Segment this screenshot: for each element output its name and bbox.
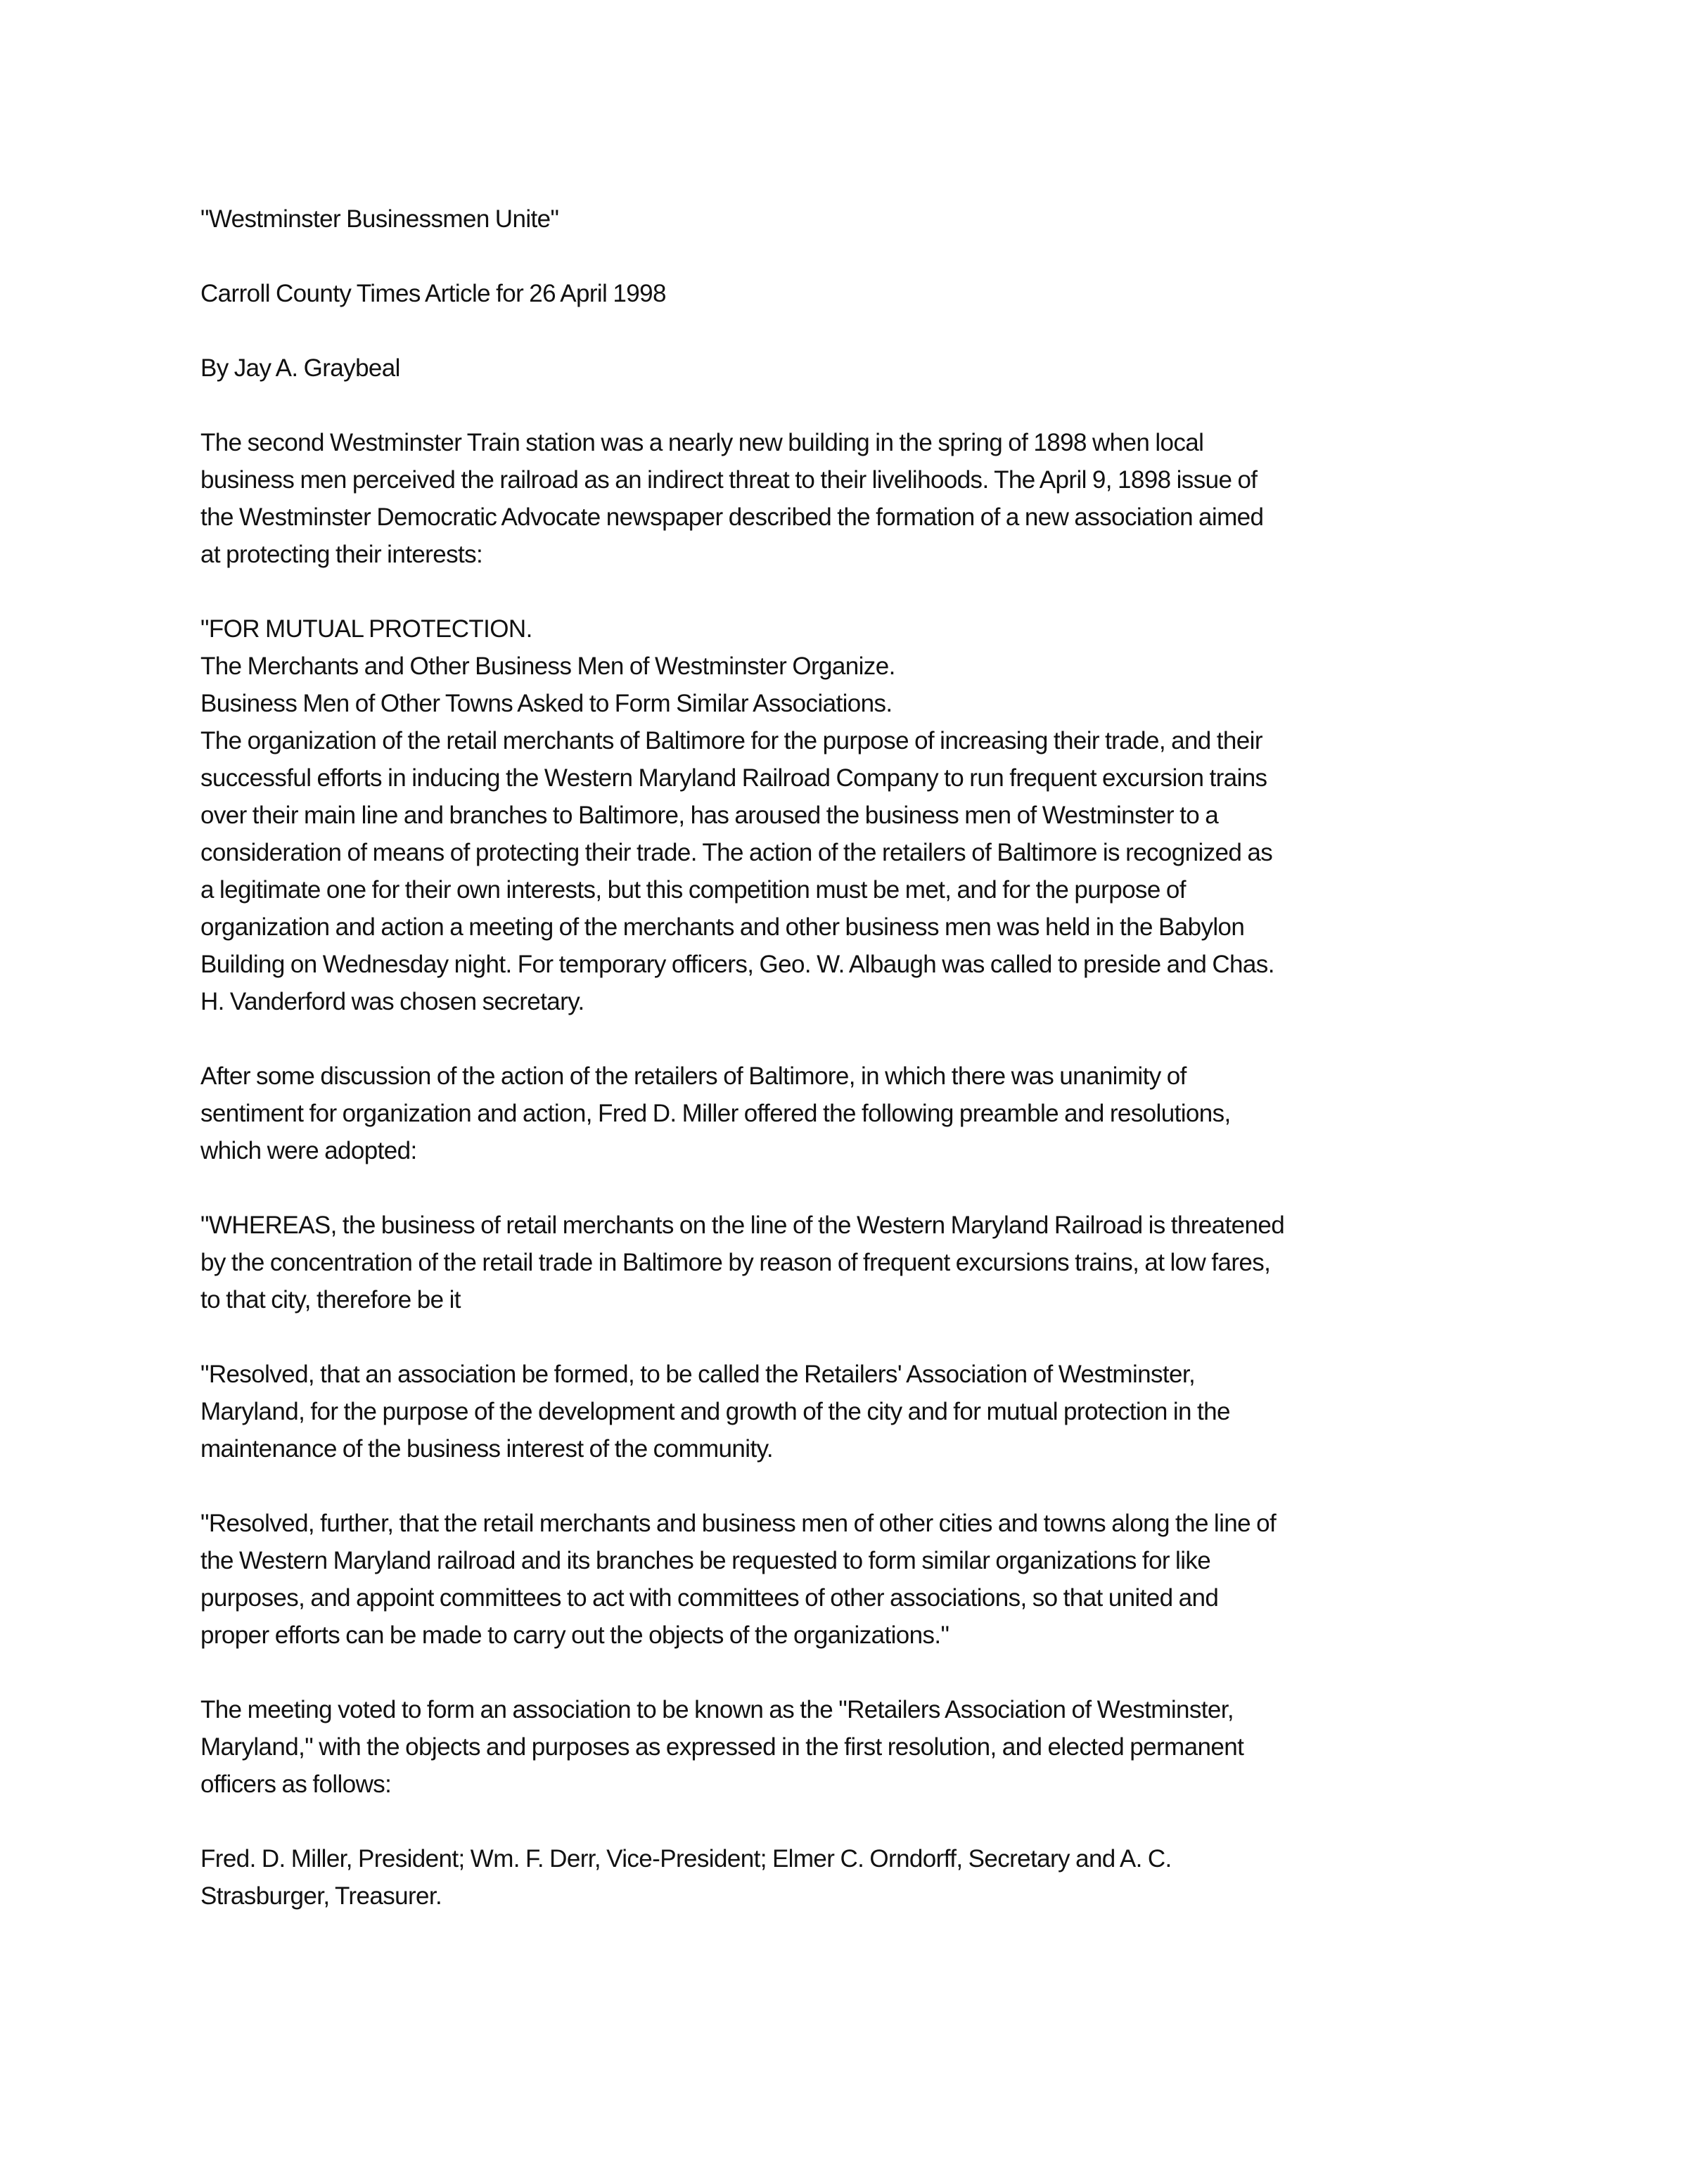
paragraph-line: H. Vanderford was chosen secretary. — [200, 988, 584, 1015]
paragraph-line: purposes, and appoint committees to act with committees of other associations, so that united and — [200, 1584, 1219, 1612]
paragraph-line: at protecting their interests: — [200, 541, 483, 568]
intro-paragraph — [200, 424, 1509, 573]
byline-text: By Jay A. Graybeal — [200, 354, 400, 382]
paragraph-line: Strasburger, Treasurer. — [200, 1882, 442, 1910]
paragraph-line: "Resolved, further, that the retail merchants and business men of other cities and towns along the line of — [200, 1510, 1277, 1537]
paragraph-line: organization and action a meeting of the merchants and other business men was held in the Babylon — [200, 913, 1245, 941]
subheadline-line: The Merchants and Other Business Men of Westminster Organize. — [200, 653, 895, 680]
byline — [200, 349, 1509, 387]
paragraph-line: sentiment for organization and action, Fred D. Miller offered the following preamble and resolutions, — [200, 1100, 1231, 1127]
article-title — [200, 200, 1509, 238]
source-text: Carroll County Times Article for 26 April 1998 — [200, 280, 666, 307]
paragraph-line: successful efforts in inducing the Western Maryland Railroad Company to run frequent excursion trains — [200, 764, 1267, 792]
paragraph-line: consideration of means of protecting their trade. The action of the retailers of Baltimore is recognized as — [200, 839, 1273, 866]
paragraph-line: The organization of the retail merchants of Baltimore for the purpose of increasing their trade, and their — [200, 727, 1262, 754]
source-line — [200, 275, 1509, 312]
paragraph-line: a legitimate one for their own interests, but this competition must be met, and for the purpose of — [200, 876, 1186, 904]
paragraph-line: Building on Wednesday night. For temporary officers, Geo. W. Albaugh was called to preside and Chas. — [200, 951, 1274, 978]
paragraph-line: "WHEREAS, the business of retail merchants on the line of the Western Maryland Railroad is threatened — [200, 1212, 1285, 1239]
paragraph-line: After some discussion of the action of the retailers of Baltimore, in which there was unanimity of — [200, 1062, 1187, 1090]
paragraph-line: officers as follows: — [200, 1771, 392, 1798]
paragraph-line: proper efforts can be made to carry out the objects of the organizations." — [200, 1621, 950, 1649]
paragraph-line: by the concentration of the retail trade in Baltimore by reason of frequent excursions trains, at low fares, — [200, 1249, 1271, 1276]
paragraph-line: Maryland, for the purpose of the development and growth of the city and for mutual protection in the — [200, 1398, 1230, 1425]
meeting-vote-paragraph — [200, 1691, 1509, 1803]
officers-paragraph — [200, 1840, 1509, 1915]
whereas-paragraph — [200, 1207, 1509, 1318]
quoted-article-paragraph — [200, 610, 1509, 1020]
paragraph-line: "Resolved, that an association be formed, to be called the Retailers' Association of Westminster, — [200, 1361, 1196, 1388]
paragraph-line: business men perceived the railroad as an indirect threat to their livelihoods. The April 9, 1898 issue of — [200, 466, 1258, 494]
discussion-paragraph — [200, 1058, 1509, 1169]
second-resolution-paragraph — [200, 1505, 1509, 1654]
paragraph-line: which were adopted: — [200, 1137, 417, 1164]
paragraph-line: Maryland," with the objects and purposes as expressed in the first resolution, and elected permanent — [200, 1733, 1244, 1761]
paragraph-line: maintenance of the business interest of the community. — [200, 1435, 774, 1463]
headline-line: "FOR MUTUAL PROTECTION. — [200, 615, 532, 643]
first-resolution-paragraph — [200, 1356, 1509, 1467]
paragraph-line: the Westminster Democratic Advocate newspaper described the formation of a new association aimed — [200, 503, 1264, 531]
paragraph-line: over their main line and branches to Baltimore, has aroused the business men of Westminster to a — [200, 802, 1219, 829]
paragraph-line: to that city, therefore be it — [200, 1286, 461, 1313]
paragraph-line: Fred. D. Miller, President; Wm. F. Derr, Vice-President; Elmer C. Orndorff, Secretary and A. C. — [200, 1845, 1172, 1873]
paragraph-line: the Western Maryland railroad and its branches be requested to form similar organizations for like — [200, 1547, 1211, 1574]
subheadline-line: Business Men of Other Towns Asked to Form Similar Associations. — [200, 690, 893, 717]
article-body — [200, 200, 1509, 1915]
title-text: "Westminster Businessmen Unite" — [200, 205, 559, 233]
paragraph-line: The meeting voted to form an association to be known as the "Retailers Association of Westminster, — [200, 1696, 1234, 1723]
paragraph-line: The second Westminster Train station was a nearly new building in the spring of 1898 when local — [200, 429, 1204, 456]
